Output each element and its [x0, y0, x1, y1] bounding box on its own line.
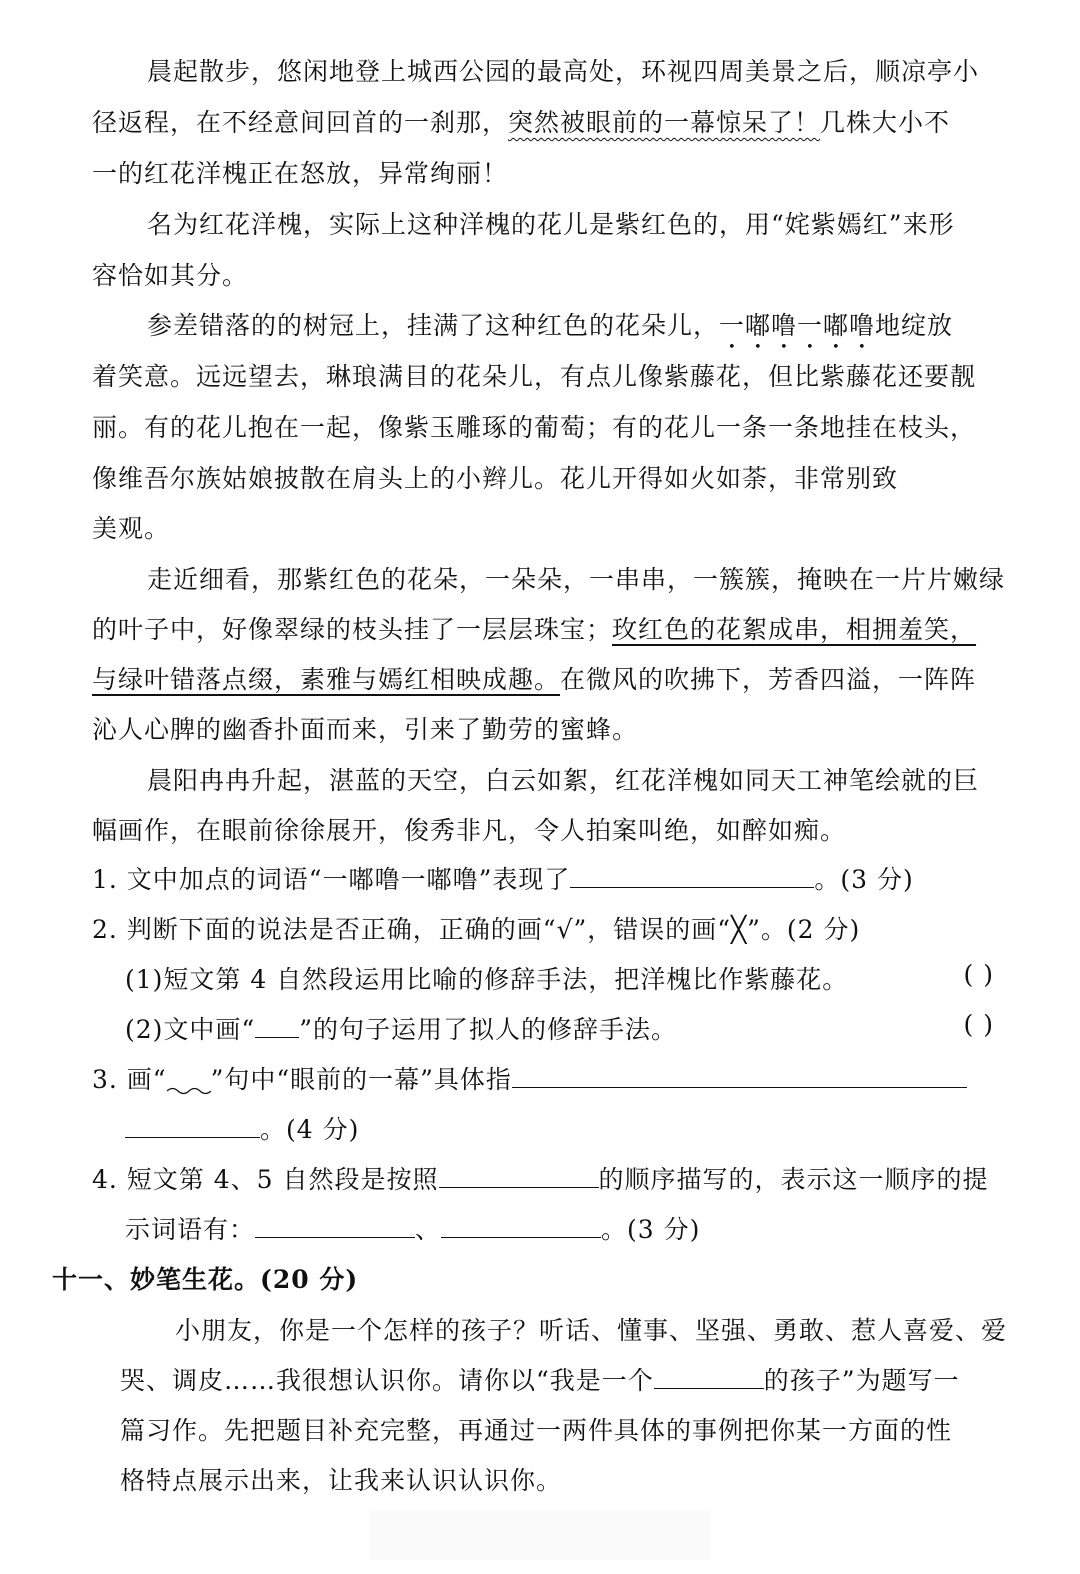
- passage-line: [92, 103, 994, 139]
- question-4: [92, 1160, 994, 1196]
- straight-line-mark: [255, 1015, 299, 1038]
- answer-paren[interactable]: ( ): [963, 960, 994, 989]
- separator: 、: [415, 1215, 442, 1244]
- question-text: 的顺序描写的，表示这一顺序的提: [598, 1165, 989, 1194]
- passage-line: [92, 660, 994, 696]
- text: 名为红花洋槐，实际上这种洋槐的花儿是紫红色的，用“姹紫嫣红”来形: [147, 210, 955, 239]
- underlined-sentence: 玫红色的花絮成串，相拥羞笑，: [612, 615, 977, 644]
- writing-prompt-line: [175, 1311, 1077, 1347]
- passage-line: [92, 710, 994, 746]
- answer-blank[interactable]: [439, 1161, 599, 1188]
- answer-blank[interactable]: [125, 1111, 260, 1138]
- text: 沁人心脾的幽香扑面而来，引来了勤劳的蜜蜂。: [92, 715, 639, 744]
- passage-line: [92, 408, 994, 444]
- section-heading: 十一、妙笔生花。(20 分): [52, 1265, 359, 1294]
- question-text: ”句中“眼前的一幕”具体指: [210, 1065, 512, 1094]
- text: 着笑意。远远望去，琳琅满目的花朵儿，有点儿像紫藤花，但比紫藤花还要靓: [92, 362, 977, 391]
- text: 哭、调皮……我很想认识你。请你以“我是一个: [120, 1366, 654, 1395]
- text: 地绽放: [875, 311, 954, 340]
- question-score: 。(4 分): [260, 1115, 360, 1144]
- text: 的叶子中，好像翠绿的枝头挂了一层层珠宝；: [92, 615, 613, 644]
- question-2-2: [125, 1010, 994, 1046]
- question-text: 1. 文中加点的词语“一嘟噜一嘟噜”表现了: [92, 865, 571, 894]
- writing-prompt-line: [120, 1461, 1022, 1497]
- text: 晨阳冉冉升起，湛蓝的天空，白云如絮，红花洋槐如同天工神笔绘就的巨: [147, 766, 980, 795]
- writing-prompt-line: [120, 1411, 1022, 1447]
- question-text: 4. 短文第 4、5 自然段是按照: [92, 1165, 439, 1194]
- question-score: 。(3 分): [814, 865, 914, 894]
- question-2-1: [125, 960, 994, 996]
- text: 美观。: [92, 514, 171, 543]
- text: 像维吾尔族姑娘披散在肩头上的小辫儿。花儿开得如火如荼，非常别致: [92, 464, 899, 493]
- text: 格特点展示出来，让我来认识认识你。: [120, 1466, 563, 1495]
- text: 的孩子”为题写一: [763, 1366, 960, 1395]
- passage-line: [92, 357, 994, 393]
- passage-line: [92, 509, 994, 545]
- text: 参差错落的的树冠上，挂满了这种红色的花朵儿，: [147, 311, 720, 340]
- wavy-underlined-sentence: 突然被眼前的一幕惊呆了！: [508, 108, 821, 137]
- writing-prompt-line: [120, 1361, 1022, 1397]
- question-text: 示词语有：: [125, 1215, 256, 1244]
- answer-blank[interactable]: [512, 1061, 967, 1088]
- underlined-sentence: 与绿叶错落点缀，素雅与嫣红相映成趣。: [92, 665, 561, 694]
- section-title: [52, 1260, 954, 1296]
- question-3-cont: [125, 1110, 1027, 1146]
- question-text: (1)短文第 4 自然段运用比喻的修辞手法，把洋槐比作紫藤花。: [125, 965, 849, 994]
- question-2: [92, 910, 994, 946]
- scan-smudge: [370, 1510, 710, 1560]
- text: 容恰如其分。: [92, 261, 249, 290]
- text: 篇习作。先把题目补充完整，再通过一两件具体的事例把你某一方面的性: [120, 1416, 953, 1445]
- answer-paren[interactable]: ( ): [963, 1010, 994, 1039]
- passage-line: [147, 761, 1049, 797]
- text: 几株大小不: [820, 108, 951, 137]
- answer-blank[interactable]: [570, 861, 814, 888]
- wavy-line-mark: [167, 1068, 211, 1088]
- passage-line: [92, 256, 994, 292]
- passage-line: [92, 811, 994, 847]
- passage-line: [147, 52, 1049, 88]
- text: 在微风的吹拂下，芳香四溢，一阵阵: [560, 665, 977, 694]
- text: 小朋友，你是一个怎样的孩子？听话、懂事、坚强、勇敢、惹人喜爱、爱: [175, 1316, 1008, 1345]
- answer-blank[interactable]: [255, 1211, 415, 1238]
- question-text: (2)文中画“: [125, 1015, 256, 1044]
- question-text: ”的句子运用了拟人的修辞手法。: [299, 1015, 677, 1044]
- dotted-word: 一嘟噜一嘟噜: [719, 311, 876, 340]
- passage-line: [92, 610, 994, 646]
- passage-line: [147, 560, 1049, 596]
- question-3: [92, 1060, 994, 1096]
- passage-line: [92, 154, 994, 190]
- title-blank[interactable]: [654, 1362, 764, 1389]
- passage-line: [92, 459, 994, 495]
- question-1: [92, 860, 994, 896]
- question-text: 3. 画“: [92, 1065, 167, 1094]
- answer-blank[interactable]: [441, 1211, 601, 1238]
- text: 走近细看，那紫红色的花朵，一朵朵，一串串，一簇簇，掩映在一片片嫩绿: [147, 565, 1006, 594]
- text: 晨起散步，悠闲地登上城西公园的最高处，环视四周美景之后，顺凉亭小: [147, 57, 980, 86]
- question-score: 。(3 分): [601, 1215, 701, 1244]
- passage-line: [147, 306, 1049, 355]
- text: 径返程，在不经意间回首的一刹那，: [92, 108, 509, 137]
- question-text: 2. 判断下面的说法是否正确，正确的画“√”，错误的画“╳”。(2 分): [92, 915, 861, 944]
- text: 一的红花洋槐正在怒放，异常绚丽！: [92, 159, 509, 188]
- text: 丽。有的花儿抱在一起，像紫玉雕琢的葡萄；有的花儿一条一条地挂在枝头，: [92, 413, 977, 442]
- text: 幅画作，在眼前徐徐展开，俊秀非凡，令人拍案叫绝，如醉如痴。: [92, 816, 847, 845]
- passage-line: [147, 205, 1049, 241]
- question-4-cont: [125, 1210, 1027, 1246]
